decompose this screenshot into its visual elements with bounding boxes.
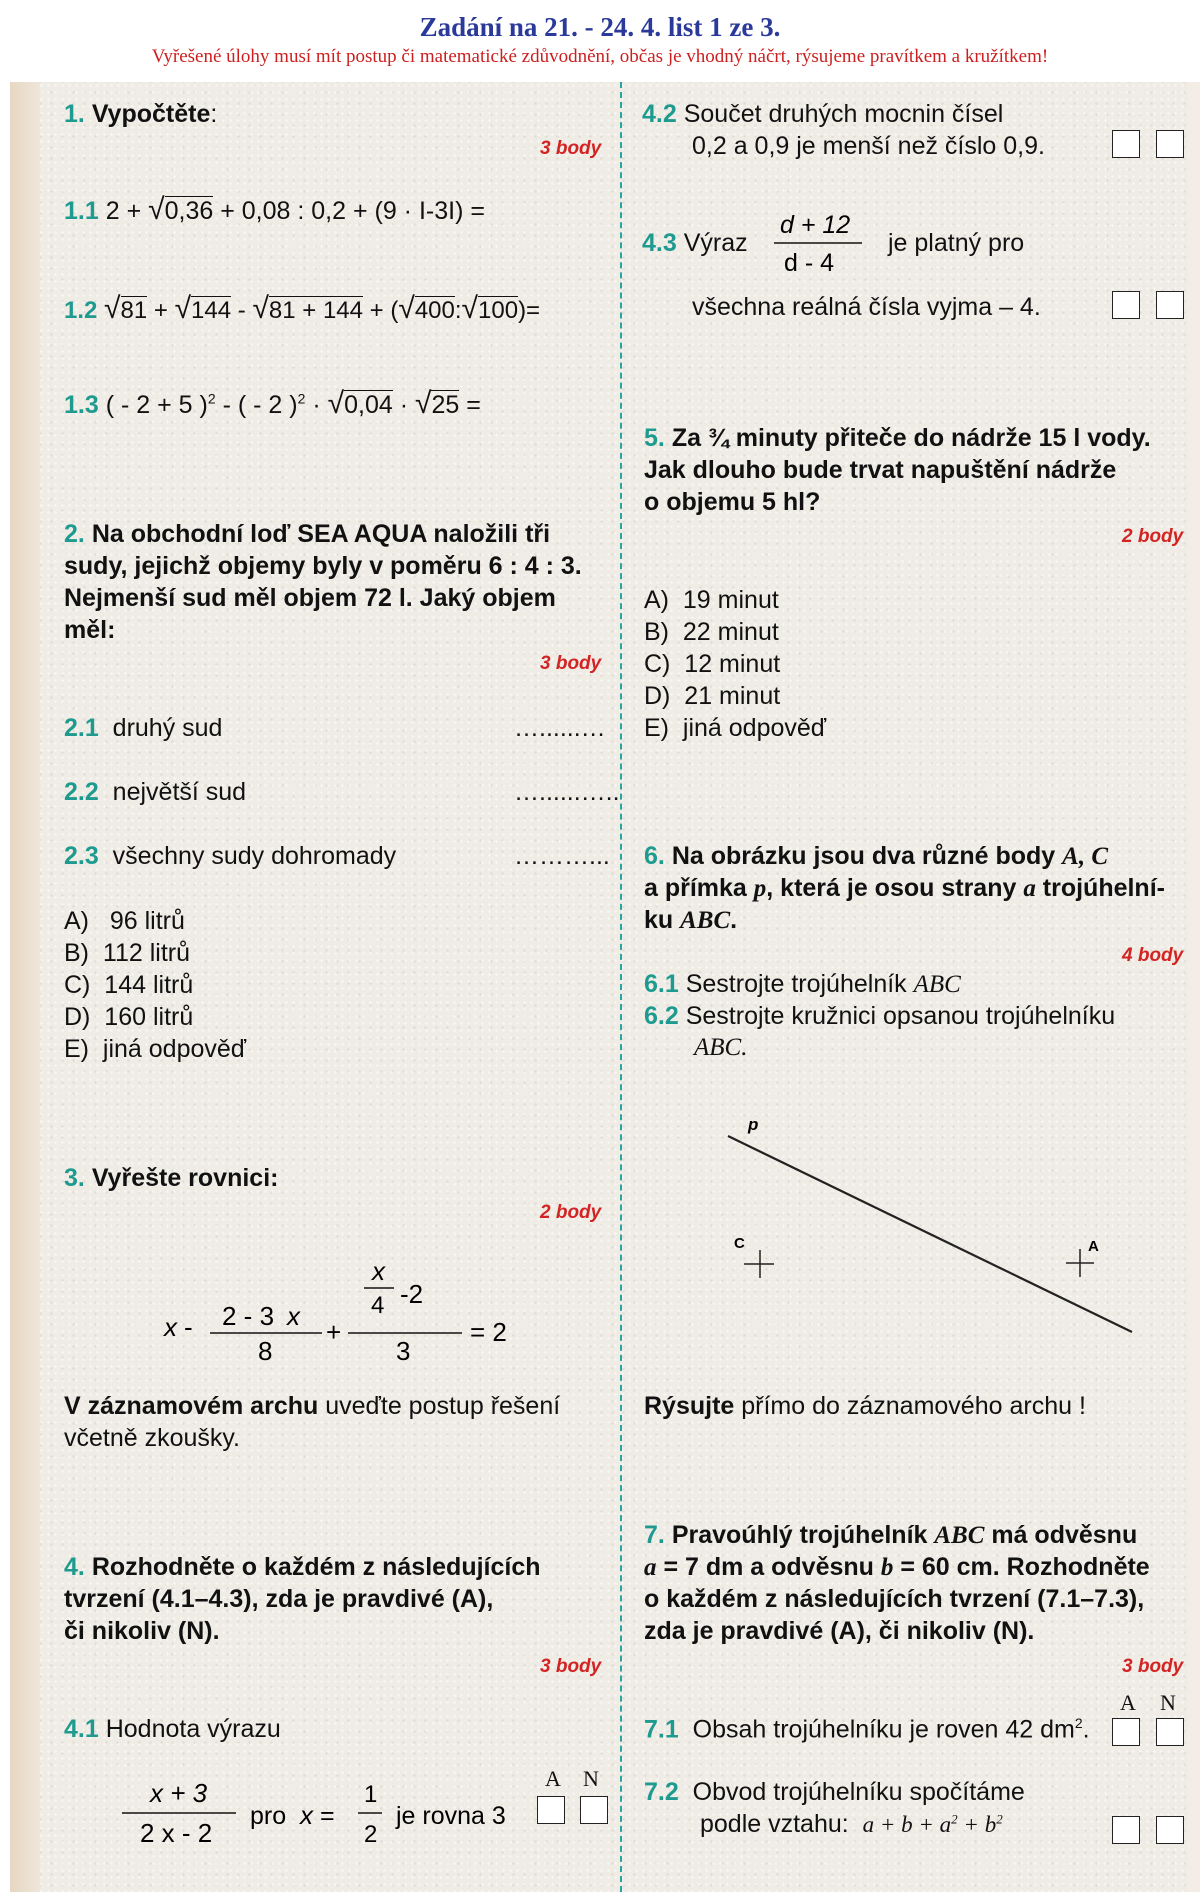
q2-number: 2. [64,520,85,548]
q4-1-half-den: 2 [364,1821,378,1848]
q6-2-item: 6.2 Sestrojte kružnici opsanou trojúhelníku [644,1002,1116,1030]
q3-minus: - [184,1312,193,1342]
q3-title: Vyřešte rovnici: [91,1164,279,1192]
q5-line-2: Jak dlouho bude trvat napuštění nádrže [644,456,1117,484]
q7-col-n: N [1160,1690,1176,1715]
page-title: Zadání na 21. - 24. 4. list 1 ze 3. [419,12,781,42]
q6-2-number: 6.2 [644,1002,679,1030]
q7-1-item: 7.1 Obsah trojúhelníku je roven 42 $dm^2$. [644,1715,1090,1744]
q6-2-item-cont: ABC. [694,1034,748,1061]
q3-plus: + [326,1317,342,1347]
q4-1-number: 4.1 [64,1715,99,1743]
q2-line-1 [64,520,550,549]
q4-line-2: tvrzení (4.1–4.3), zda je pravdivé (A), [64,1585,494,1613]
q4-1-expression [120,1772,520,1862]
column-divider [620,82,622,1892]
q5-points: 2 body [1122,526,1184,547]
q4-3-line-2: všechna reálná čísla vyjma – 4. [692,293,1041,321]
q4-1-frac-num: x + 3 [150,1778,208,1808]
q7-number: 7. [644,1521,665,1549]
q5-option-b[interactable]: B) 22 minut [644,618,779,646]
q3-frac2-den: 3 [396,1336,411,1366]
q1-1-expression: 1.1 2 + √0,36 + 0,08 : 0,2 + (9 · I-3I) = [64,193,485,226]
line-p [728,1136,1132,1332]
q7-1-box-n[interactable] [1156,1718,1184,1746]
q6-number: 6. [644,842,665,870]
q1-2-radicand-5: 100 [478,297,519,324]
q1-3-sup-1: 2 [207,390,216,407]
q6-line-2: a přímka p, která je osou strany a trojúhelní- [644,874,1165,902]
q1-2-radicand-1: 81 [120,297,148,324]
q4-1-x: x [300,1800,313,1830]
q4-3-frac-den: d - 4 [784,249,835,277]
q6-figure [700,1100,1150,1340]
q1-3-dot-2: · [399,391,409,419]
q7-2-line-2: podle vztahu: $a + b + a^2 + b^2$ [700,1810,1003,1838]
q2-line-3: Nejmenší sud měl objem 72 l. Jaký objem [64,584,556,612]
q1-2-radicand-2: 144 [191,297,232,324]
q3-points: 2 body [540,1202,602,1223]
q1-3-radicand-1: 0,04 [344,391,393,419]
q1-2-plus: + [153,297,168,324]
q2-2-item [64,778,246,807]
q1-3-number: 1.3 [64,391,99,419]
q1-2-radicand-4: 400 [414,297,455,324]
q7-line-1: 7. Pravoúhlý trojúhelník ABC má odvěsnu [644,1521,1138,1549]
q1-2-minus: - [237,297,246,324]
q6-1-number: 6.1 [644,970,679,998]
q7-1-box-a[interactable] [1112,1718,1140,1746]
q2-3-number: 2.3 [64,842,99,870]
q7-2-line-1: 7.2 Obvod trojúhelníku spočítáme [644,1778,1025,1806]
q4-3-number: 4.3 [642,229,677,257]
q1-3-sup-2: 2 [297,390,306,407]
q1-1-number: 1.1 [64,197,99,225]
q1-2-radicand-3: 81 + 144 [268,297,363,324]
q1-points: 3 body [540,138,602,159]
q2-1-blank[interactable]: …......… [514,714,606,742]
q4-points: 3 body [540,1656,602,1677]
q3-equation [150,1258,550,1368]
q4-number: 4. [64,1553,85,1581]
q6-line-3: ku ABC. [644,906,738,934]
q4-1-box-a[interactable] [537,1796,565,1824]
q7-2-number: 7.2 [644,1778,679,1806]
q3-inner-minus2: -2 [400,1279,424,1309]
q5-line-1 [644,424,1151,453]
q4-1-half-num: 1 [364,1781,378,1808]
q2-1-item [64,714,222,743]
q1-2-plus-paren: + ( [369,297,399,324]
q6-note: Rýsujte přímo do záznamového archu ! [644,1392,1086,1420]
q1-2-expression: 1.2 √81 + √144 - √81 + 144 + (√400:√100)= [64,292,541,325]
q1-number: 1. [64,100,85,128]
q1-3-dot-1: · [312,391,321,419]
q7-col-a: A [1120,1690,1136,1715]
q3-frac1-num: 2 - 3 [222,1301,275,1331]
q2-line-2: sudy, jejichž objemy byly v poměru 6 : 4 : 3. [64,552,582,580]
q1-3-expression: 1.3 ( - 2 + 5 )$^2$ - ( - 2 )$^2$ · √0,04 · √25 = [64,387,481,420]
q4-1-box-n[interactable] [580,1796,608,1824]
q4-3-text-2: je platný pro [888,229,1025,257]
q4-col-n: N [583,1766,599,1791]
q7-line-4: zda je pravdivé (A), či nikoliv (N). [644,1617,1035,1645]
q2-option-d[interactable]: D) 160 litrů [64,1003,194,1031]
q2-option-e[interactable]: E) jiná odpověď [64,1035,247,1063]
q5-option-c[interactable]: C) 12 minut [644,650,781,678]
q6-line-1: 6. Na obrázku jsou dva různé body A, C [644,842,1109,870]
q3-note-2: včetně zkoušky. [64,1424,241,1452]
q1-2-div: : [454,297,462,324]
q1-2-number: 1.2 [64,297,98,324]
q2-1-number: 2.1 [64,714,99,742]
q4-3-fraction [770,205,870,285]
q1-1-part-b: + 0,08 : 0,2 + (9 · I-3I) = [220,197,485,225]
q4-1-eq: = [320,1802,335,1830]
q4-1-label [64,1715,281,1744]
q1-2-end: )= [518,297,541,324]
q5-text-1: Za ¾ minuty přiteče do nádrže 15 l vody. [671,424,1151,452]
q5-option-d[interactable]: D) 21 minut [644,682,781,710]
q5-number: 5. [644,424,665,452]
q4-3-frac-num: d + 12 [780,211,851,239]
q2-2-label: největší sud [112,778,247,806]
q4-3-box-a[interactable] [1112,291,1140,319]
left-margin [10,82,40,1892]
q2-option-b[interactable]: B) 112 litrů [64,939,190,967]
q6-1-item: 6.1 Sestrojte trojúhelník ABC [644,970,961,998]
q4-line-3: či nikoliv (N). [64,1617,220,1645]
q2-3-label: všechny sudy dohromady [112,842,397,870]
q4-col-a: A [545,1766,561,1791]
q6-points: 4 body [1122,945,1184,966]
q4-2-text-1: Součet druhých mocnin čísel [683,100,1004,128]
instructions: Vyřešené úlohy musí mít postup či matematické zdůvodnění, občas je vhodný náčrt, rýsujeme pravítkem a kružítkem! [151,46,1049,67]
q3-frac1-num-x: x [287,1301,300,1331]
q3-inner-num: x [372,1258,385,1286]
q3-x: x [164,1312,177,1342]
q3-note-1: V záznamovém archu uveďte postup řešení [64,1392,561,1420]
q1-1-part-a: 2 + [105,197,142,225]
q1-3-part-a: ( - 2 + 5 ) [105,391,208,419]
q2-2-blank[interactable]: …......….. [514,778,620,806]
q7-2-box-a[interactable] [1112,1816,1140,1844]
label-p: p [748,1115,759,1134]
q1-3-radicand-2: 25 [431,391,460,419]
q2-1-label: druhý sud [112,714,223,742]
q4-2-line-2: 0,2 a 0,9 je menší než číslo 0,9. [692,132,1045,160]
q2-option-c[interactable]: C) 144 litrů [64,971,194,999]
q4-1-pro: pro [250,1802,287,1830]
q4-1-text: Hodnota výrazu [105,1715,281,1743]
q2-3-item [64,842,396,871]
q7-1-number: 7.1 [644,1715,679,1744]
right-margin [1188,82,1200,1892]
label-a: A [1088,1238,1099,1255]
q5-option-e[interactable]: E) jiná odpověď [644,714,827,742]
q4-1-rovna: je rovna 3 [396,1802,506,1830]
q3-rhs: = 2 [470,1317,507,1347]
q5-option-a[interactable]: A) 19 minut [644,586,779,614]
q4-text-1: Rozhodněte o každém z následujících [91,1553,541,1581]
q4-3-line-1 [642,229,748,258]
q2-line-4: měl: [64,616,116,644]
q7-line-2: a = 7 dm a odvěsnu b = 60 cm. Rozhodněte [644,1553,1150,1581]
q1-heading [64,100,217,129]
label-c: C [734,1235,745,1252]
q1-1-radicand: 0,36 [164,197,214,225]
q7-points: 3 body [1122,1656,1184,1677]
q2-2-number: 2.2 [64,778,99,806]
q2-text-1: Na obchodní loď SEA AQUA naložili tři [91,520,551,548]
q1-3-part-b: - ( - 2 ) [222,391,298,419]
q4-2-line-1 [642,100,1003,129]
q2-3-blank[interactable]: ………... [514,842,610,870]
q3-number: 3. [64,1164,85,1192]
q1-3-equals: = [466,391,481,419]
q4-2-box-a[interactable] [1112,130,1140,158]
q2-option-a[interactable]: A) 96 litrů [64,907,185,935]
q2-points: 3 body [540,653,602,674]
q4-3-box-n[interactable] [1156,291,1184,319]
q4-1-frac-den: 2 x - 2 [140,1818,213,1848]
q1-colon: : [210,100,218,128]
q7-2-box-n[interactable] [1156,1816,1184,1844]
q4-3-text-1: Výraz [683,229,748,257]
q3-heading [64,1164,278,1193]
q4-2-box-n[interactable] [1156,130,1184,158]
q3-frac1-den: 8 [258,1336,273,1366]
q5-line-3: o objemu 5 hl? [644,488,821,516]
q1-title: Vypočtěte [91,100,211,128]
q4-line-1 [64,1553,541,1582]
q7-line-3: o každém z následujících tvrzení (7.1–7.3), [644,1585,1145,1613]
q4-2-number: 4.2 [642,100,677,128]
q3-inner-den: 4 [371,1292,385,1319]
